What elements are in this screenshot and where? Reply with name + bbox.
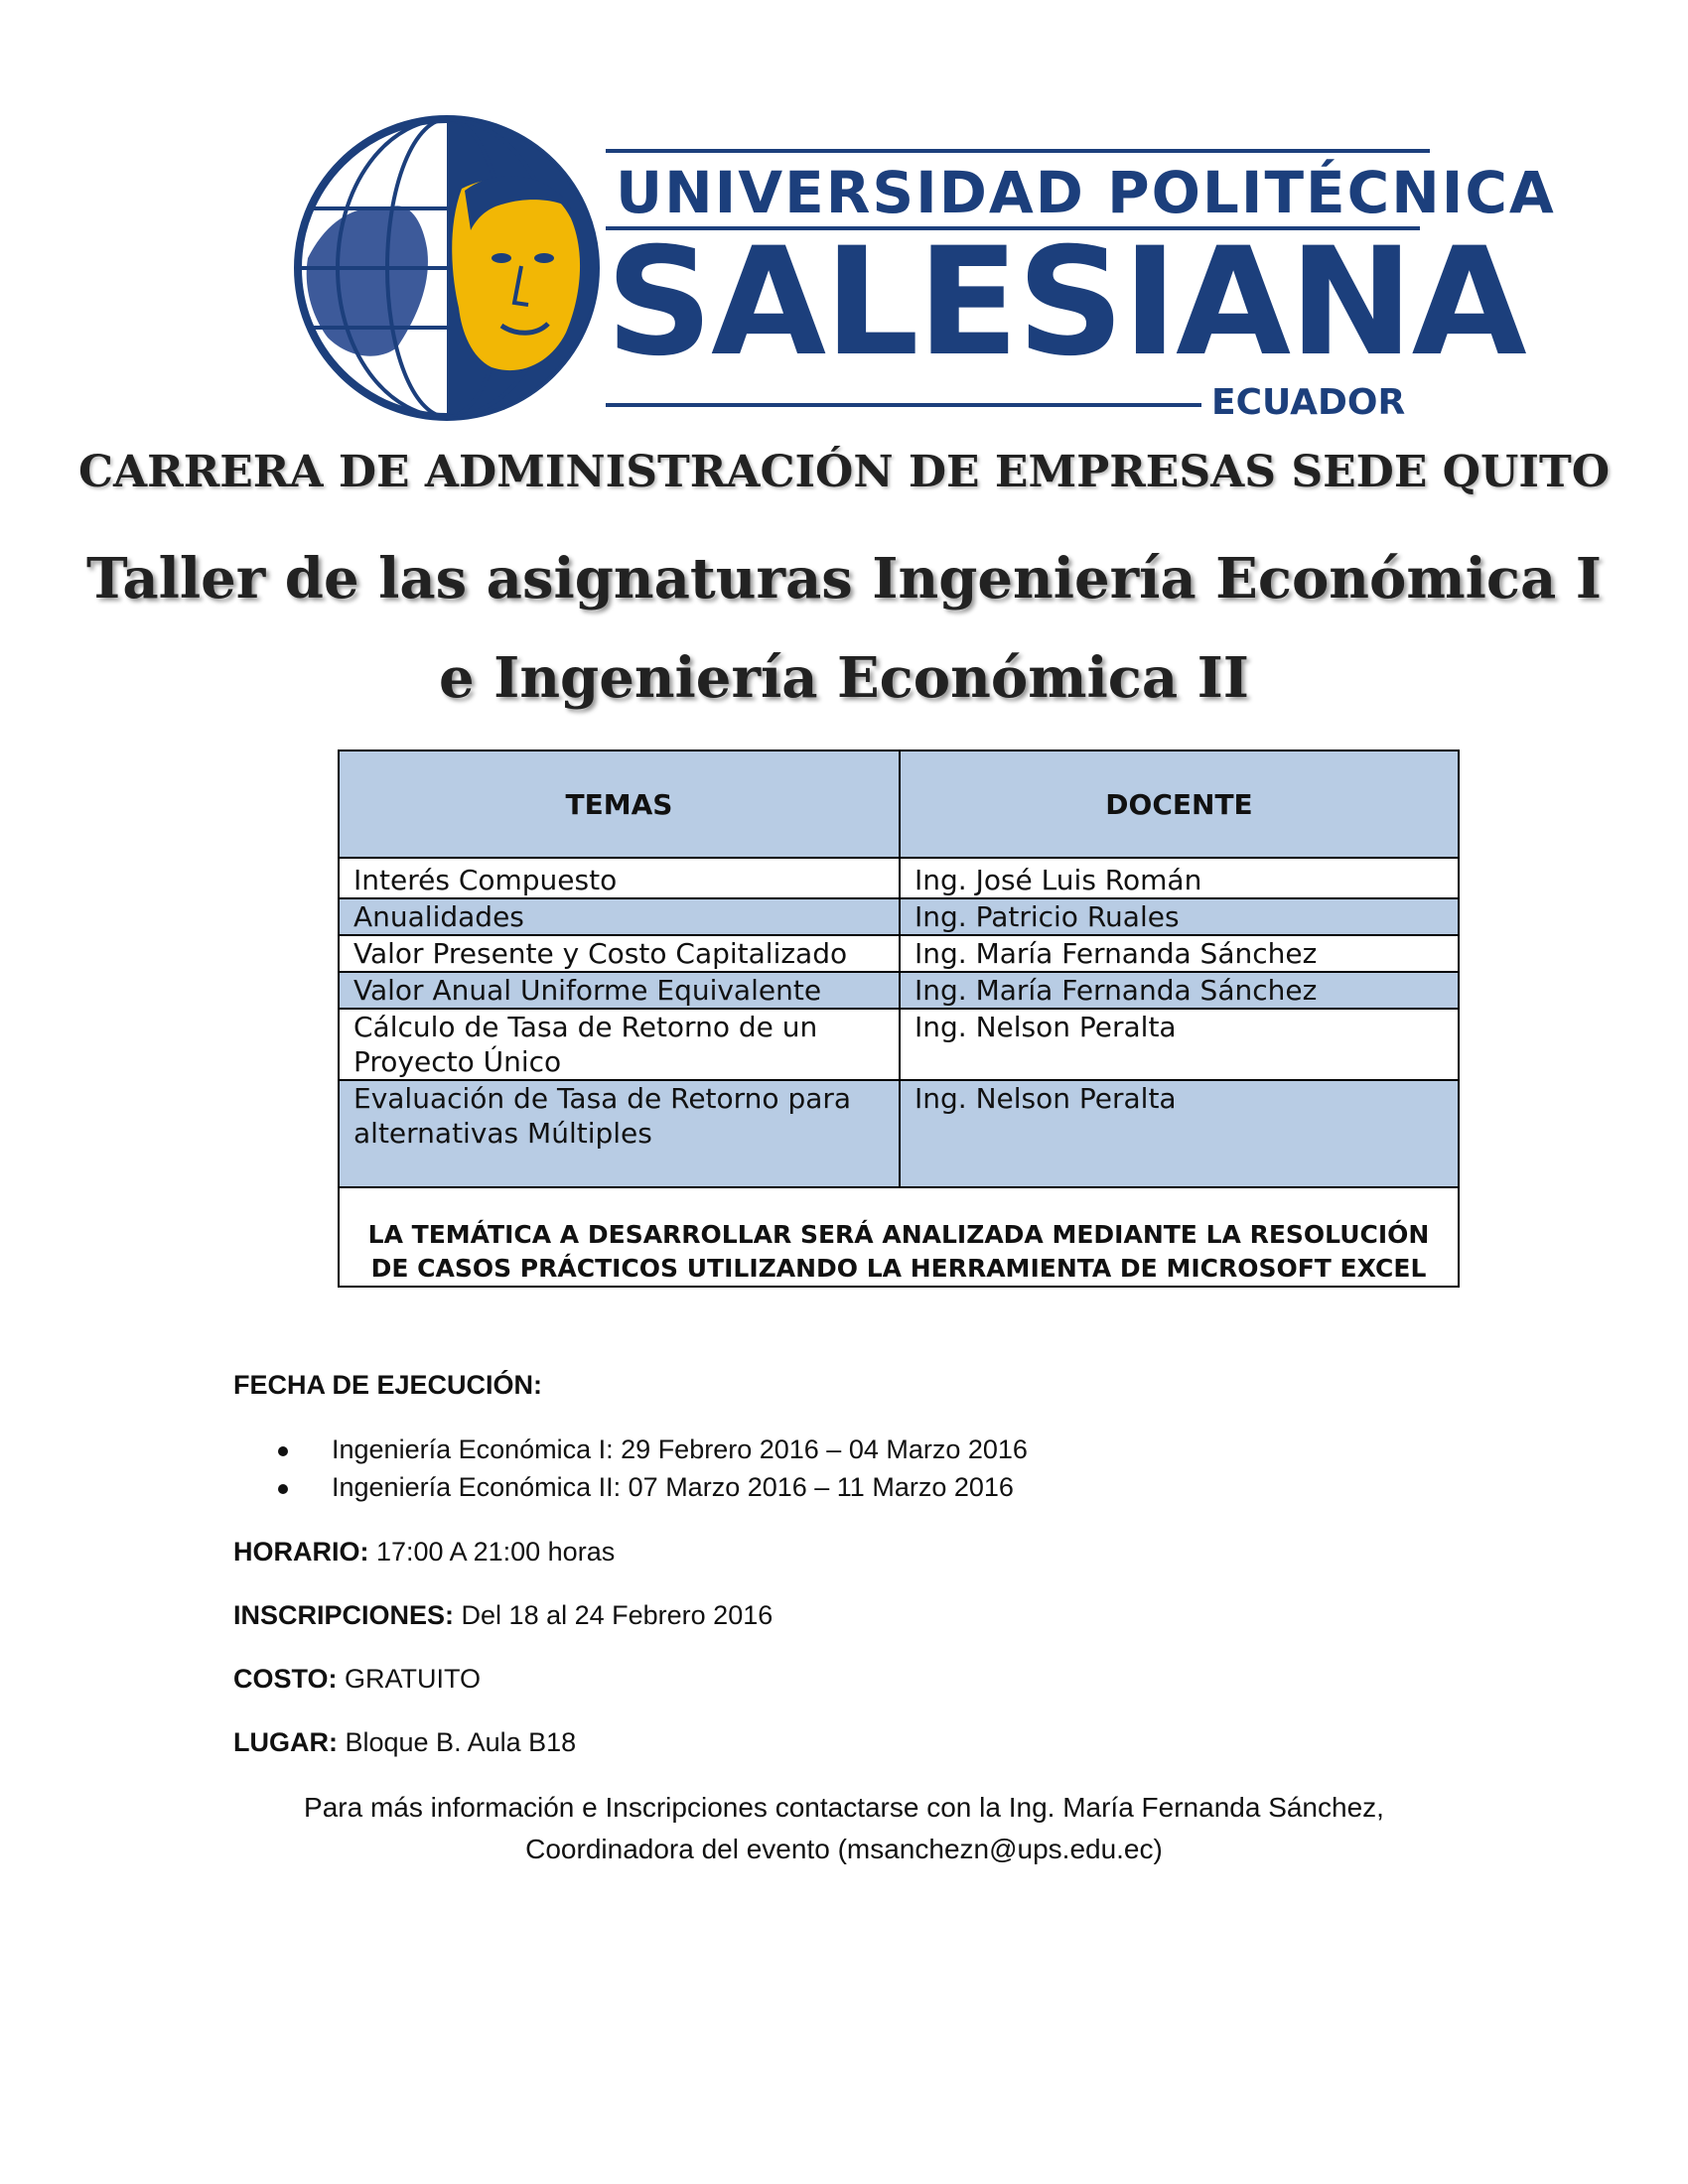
table-row — [339, 1080, 1459, 1187]
logo-ecuador-text: ECUADOR — [1211, 382, 1406, 423]
costo-value: GRATUITO — [337, 1664, 482, 1694]
lugar-label: LUGAR: — [233, 1727, 338, 1757]
logo-university-text: UNIVERSIDAD POLITÉCNICA — [616, 159, 1556, 226]
table-row — [339, 858, 1459, 898]
docente-cell: Ing. María Fernanda Sánchez — [900, 972, 1459, 1009]
costo-line — [233, 1664, 481, 1695]
docente-cell: Ing. José Luis Román — [900, 858, 1459, 898]
logo-salesiana-text: SALESIANA — [606, 216, 1525, 389]
table-note: LA TEMÁTICA A DESARROLLAR SERÁ ANALIZADA MEDIANTE LA RESOLUCIÓN DE CASOS PRÁCTICOS UTILIZANDO LA HERRAMIENTA DE MICROSOFT EXCEL — [339, 1187, 1459, 1287]
tema-cell: Valor Presente y Costo Capitalizado — [339, 935, 900, 972]
tema-cell: Evaluación de Tasa de Retorno para alternativas Múltiples — [339, 1080, 900, 1187]
logo-rule-top — [606, 149, 1430, 153]
horario-value: 17:00 A 21:00 horas — [368, 1537, 616, 1567]
table-row — [339, 898, 1459, 935]
lugar-value: Bloque B. Aula B18 — [337, 1727, 577, 1757]
fecha-label: FECHA DE EJECUCIÓN: — [233, 1370, 543, 1400]
tema-cell: Valor Anual Uniforme Equivalente — [339, 972, 900, 1009]
horario-line — [233, 1537, 615, 1568]
table-row — [339, 1009, 1459, 1080]
bullet-icon — [278, 1484, 288, 1494]
docente-cell: Ing. Nelson Peralta — [900, 1009, 1459, 1080]
fecha-item-text: Ingeniería Económica I: 29 Febrero 2016 – 04 Marzo 2016 — [332, 1434, 1028, 1464]
tema-cell: Interés Compuesto — [339, 858, 900, 898]
contact-info — [0, 1787, 1688, 1870]
tema-cell: Cálculo de Tasa de Retorno de un Proyecto Único — [339, 1009, 900, 1080]
contact-line1: Para más información e Inscripciones contactarse con la Ing. María Fernanda Sánchez, — [304, 1792, 1384, 1823]
bullet-icon — [278, 1446, 288, 1456]
inscripciones-value: Del 18 al 24 Febrero 2016 — [454, 1600, 774, 1630]
costo-label: COSTO: — [233, 1664, 338, 1694]
logo-rule-bottom — [606, 403, 1201, 407]
career-heading: CARRERA DE ADMINISTRACIÓN DE EMPRESAS SEDE QUITO — [77, 447, 1611, 497]
header-temas: TEMAS — [339, 751, 900, 858]
docente-cell: Ing. Nelson Peralta — [900, 1080, 1459, 1187]
globe-icon — [288, 109, 606, 427]
university-logo — [288, 109, 1556, 427]
fecha-item-text: Ingeniería Económica II: 07 Marzo 2016 – 11 Marzo 2016 — [332, 1472, 1014, 1502]
lugar-line — [233, 1727, 576, 1758]
founder-portrait — [452, 176, 580, 370]
topics-table — [338, 750, 1460, 1288]
tema-cell: Anualidades — [339, 898, 900, 935]
table-header-row — [339, 751, 1459, 858]
table-note-row — [339, 1187, 1459, 1287]
table-row — [339, 935, 1459, 972]
docente-cell: Ing. Patricio Ruales — [900, 898, 1459, 935]
table-row — [339, 972, 1459, 1009]
contact-line2: Coordinadora del evento (msanchezn@ups.edu.ec) — [525, 1834, 1163, 1864]
inscripciones-line — [233, 1600, 773, 1631]
workshop-title-line2: e Ingeniería Económica II — [439, 645, 1249, 711]
header-docente: DOCENTE — [900, 751, 1459, 858]
horario-label: HORARIO: — [233, 1537, 369, 1567]
inscripciones-label: INSCRIPCIONES: — [233, 1600, 455, 1630]
workshop-title-line1: Taller de las asignaturas Ingeniería Económica I — [86, 546, 1602, 612]
docente-cell: Ing. María Fernanda Sánchez — [900, 935, 1459, 972]
